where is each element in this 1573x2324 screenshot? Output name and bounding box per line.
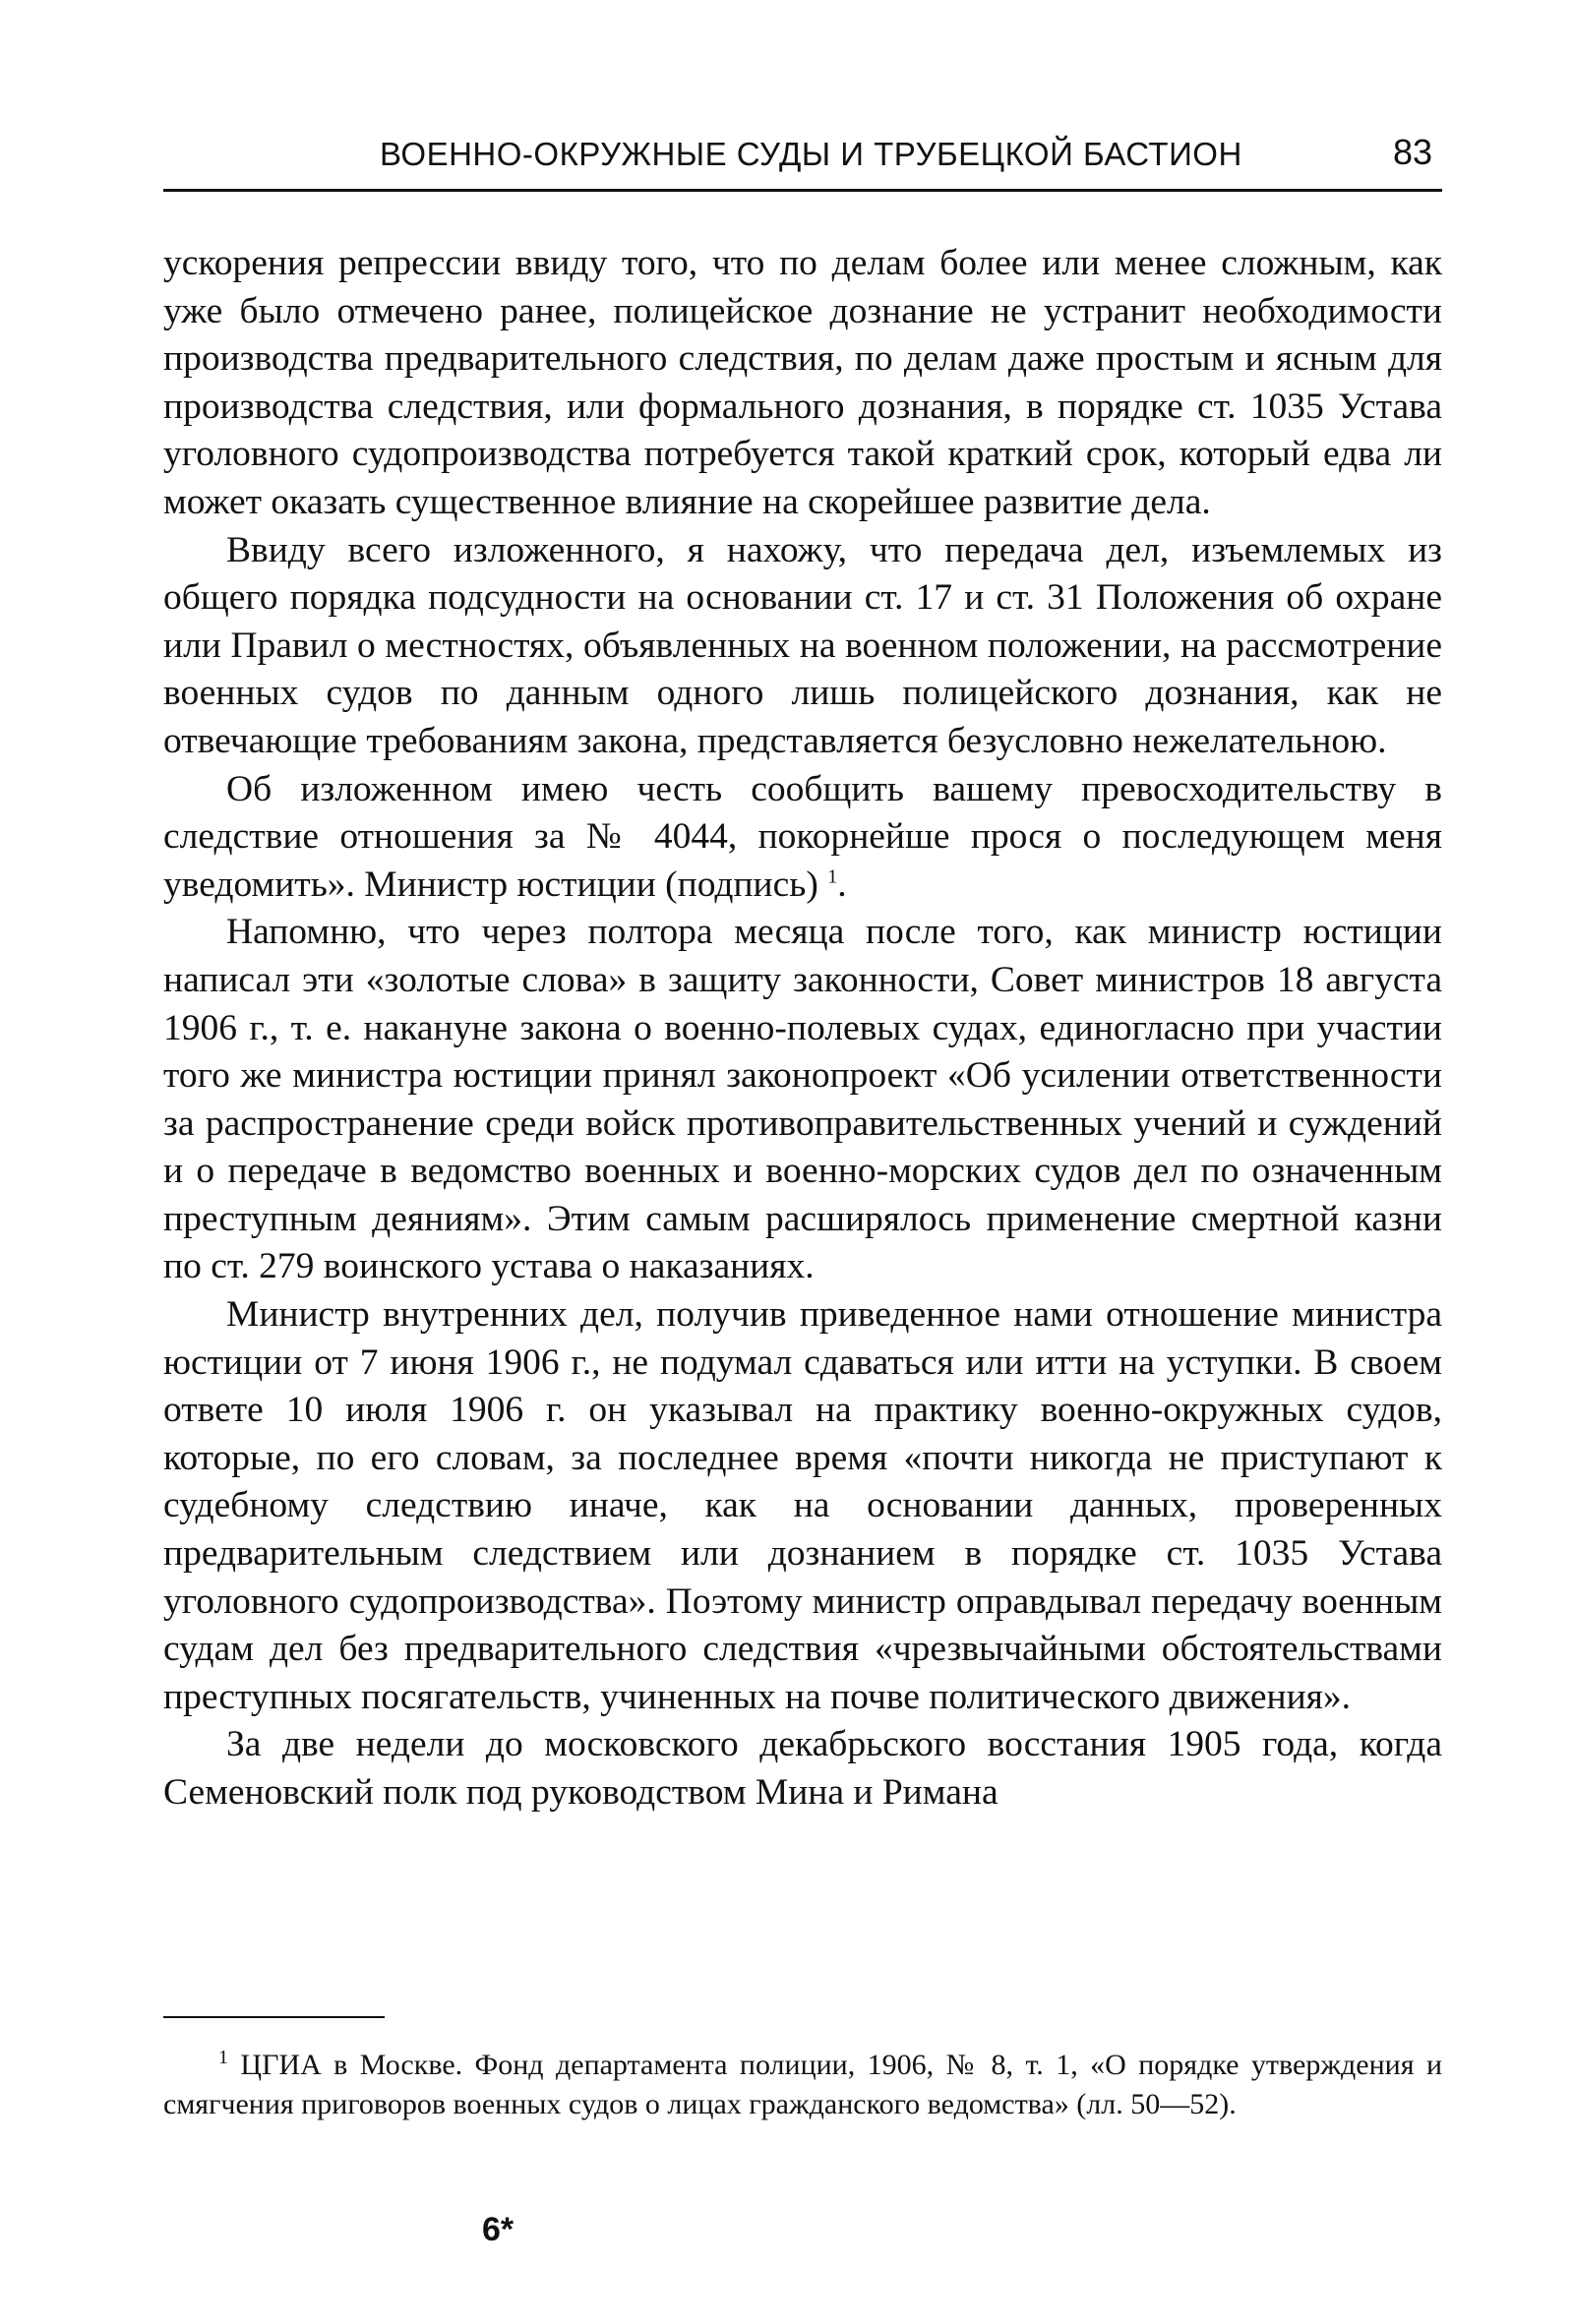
main-text <box>163 240 1442 1817</box>
footnote-text: ЦГИА в Москве. Фонд департамента полиции, 1906, № 8, т. 1, «О порядке утверждения и смягчения приговоров военных судов о лицах гражданского ведомства» (лл. 50—52). <box>163 2049 1442 2120</box>
paragraph: Напомню, что через полтора месяца после того, как министр юстиции написал эти «золотые слова» в защиту законности, Совет министров 18 августа 1906 г., т. е. накануне закона о военно-полевых судах, единогласно при участии того же министра юстиции принял законопроект «Об усилении ответственности за распространение среди войск противоправительственных учений и суждений и о передаче в ведомство военных и военно-морских судов дел по означенным преступным деяниям». Этим самым расширялось применение смертной казни по ст. 279 воинского устава о наказаниях. <box>163 912 1442 1287</box>
footnote-divider <box>163 2016 385 2018</box>
footnote <box>163 2046 1442 2124</box>
paragraph: За две недели до московского декабрьского восстания 1905 года, когда Семеновский полк под руководством Мина и Римана <box>163 1724 1442 1813</box>
footnote-mark: 1 <box>218 2047 228 2068</box>
paragraph: ускорения репрессии ввиду того, что по делам более или менее сложным, как уже было отмечено ранее, полицейское дознание не устранит необходимости производства предварительного следствия, по делам даже простым и ясным для производства следствия, или формального дознания, в порядке ст. 1035 Устава уголовного судопроизводства потребуется такой краткий срок, который едва ли может оказать существенное влияние на скорейшее развитие дела. <box>163 243 1442 522</box>
page-number: 83 <box>1392 132 1432 172</box>
paragraph: Министр внутренних дел, получив приведенное нами отношение министра юстиции от 7 июня 1906 г., не подумал сдаваться или итти на уступки. В своем ответе 10 июля 1906 г. он указывал на практику военно-окружных судов, которые, по его словам, за последнее время «почти никогда не приступают к судебному следствию иначе, как на основании данных, проверенных предварительным следствием или дознанием в порядке ст. 1035 Устава уголовного судопроизводства». Поэтому министр оправдывал передачу военным судам дел без предварительного следствия «чрезвычайными обстоятельствами преступных посягательств, учиненных на почве политического движения». <box>163 1294 1442 1717</box>
running-title: ВОЕННО-ОКРУЖНЫЕ СУДЫ И ТРУБЕЦКОЙ БАСТИОН <box>380 136 1242 172</box>
printer-signature-mark: 6* <box>482 2211 514 2248</box>
running-header <box>163 126 1442 192</box>
paragraph-text: Об изложенном имею честь сообщить вашему превосходительству в следствие отношения за № 4044, покорнейше прося о последующем меня уведомить». Министр юстиции (подпись) <box>163 768 1442 905</box>
paragraph: Ввиду всего изложенного, я нахожу, что передача дел, изъемлемых из общего порядка подсудности на основании ст. 17 и ст. 31 Положения об охране или Правил о местностях, объявленных на военном положении, на рассмотрение военных судов по данным одного лишь полицейского дознания, как не отвечающие требованиям закона, представляется безусловно нежелательною. <box>163 529 1442 761</box>
paragraph: Об изложенном имею честь сообщить вашему превосходительству в следствие отношения за № 4044, покорнейше прося о последующем меня уведомить». Министр юстиции (подпись) $^1$. <box>163 768 1442 905</box>
footnote-reference: 1 <box>827 865 838 888</box>
